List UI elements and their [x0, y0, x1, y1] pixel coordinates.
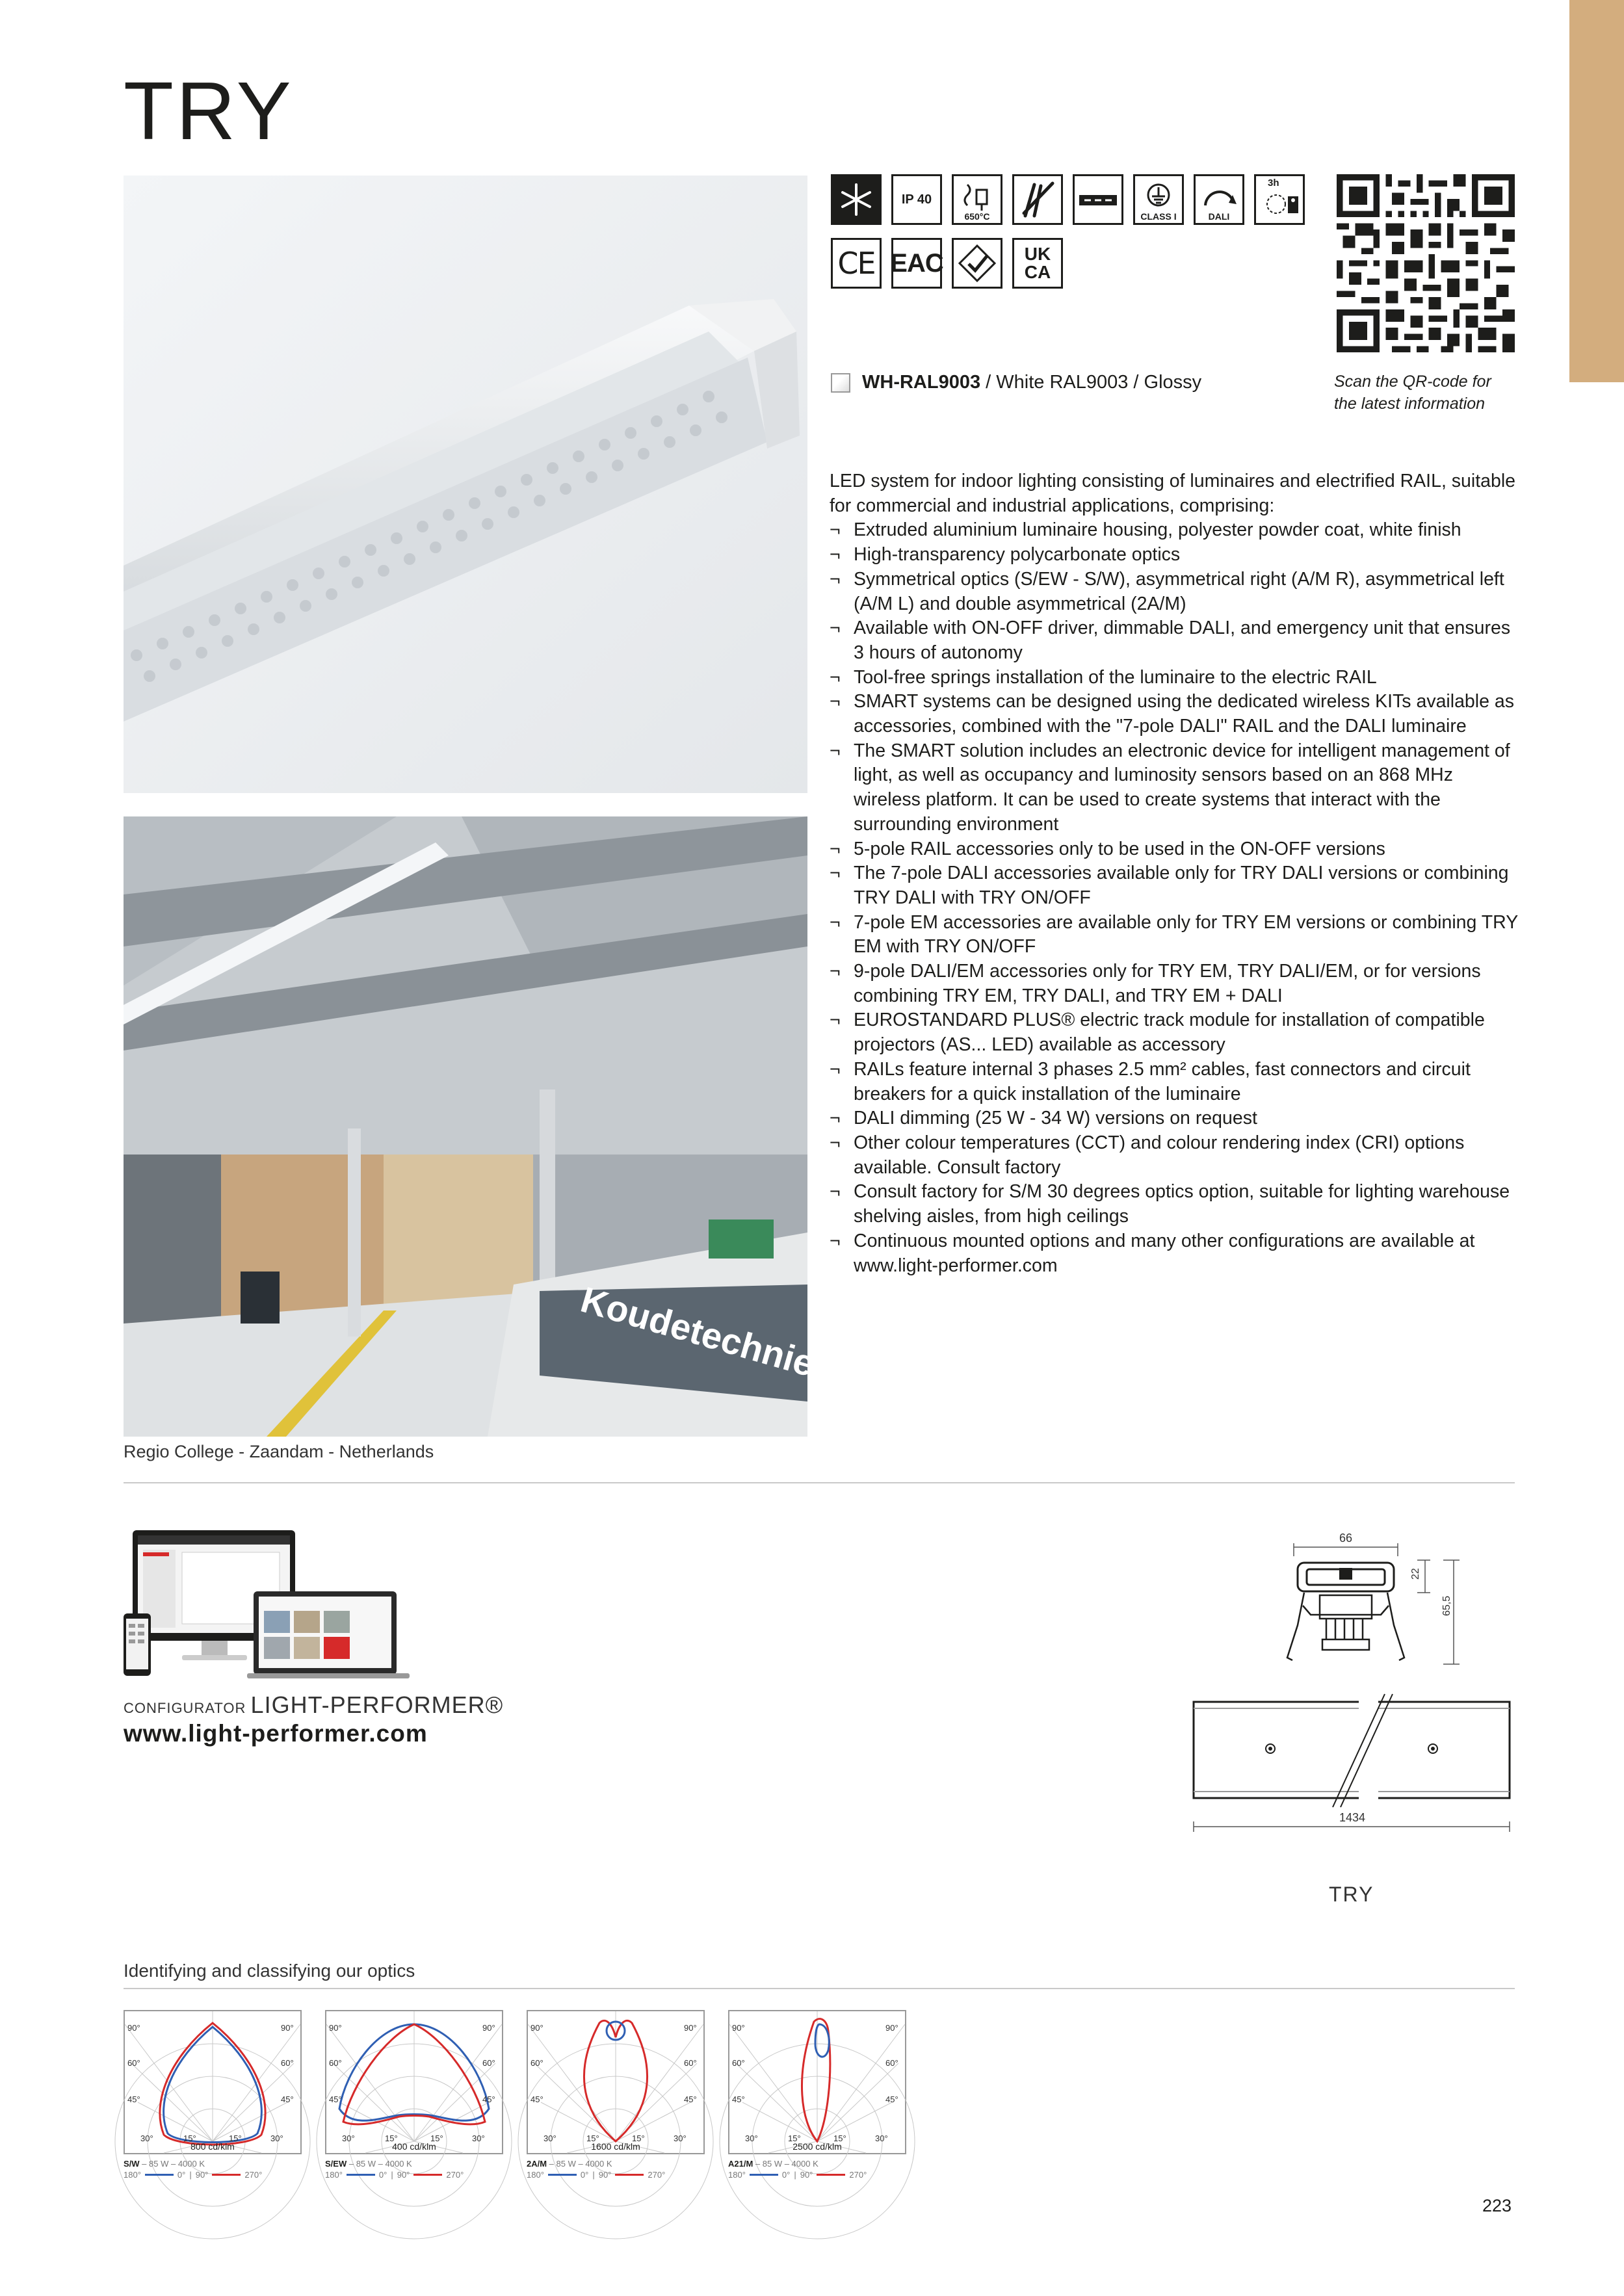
list-item: ¬ EUROSTANDARD PLUS® electric track module for installation of compatible projectors (AS... LED) available as accessory	[830, 1010, 1485, 1056]
emergency-3h-icon: 3h	[1254, 174, 1305, 225]
svg-text:45°: 45°	[530, 2094, 544, 2104]
list-item: ¬ 9-pole DALI/EM accessories only for TRY EM, TRY DALI/EM, or for versions combining TRY EM, TRY DALI, and TRY EM + DALI	[830, 961, 1481, 1006]
svg-text:90°: 90°	[530, 2023, 544, 2033]
svg-text:15°: 15°	[833, 2133, 846, 2143]
svg-text:60°: 60°	[684, 2058, 697, 2068]
list-item: ¬ Symmetrical optics (S/EW - S/W), asymmetrical right (A/M R), asymmetrical left (A/M L) and double asymmetrical (2A/M)	[830, 568, 1504, 614]
finish-swatch	[831, 373, 850, 393]
svg-text:90°: 90°	[684, 2023, 697, 2033]
product-description	[830, 469, 1521, 1278]
svg-text:45°: 45°	[329, 2094, 342, 2104]
svg-text:45°: 45°	[885, 2094, 898, 2104]
list-item: ¬ The 7-pole DALI accessories available only for TRY DALI versions or combining TRY DALI with TRY ON/OFF	[830, 863, 1509, 908]
svg-text:15°: 15°	[632, 2133, 645, 2143]
svg-text:15°: 15°	[385, 2133, 398, 2143]
svg-text:30°: 30°	[472, 2133, 485, 2143]
finish-description: / White RAL9003 / Glossy	[980, 372, 1202, 393]
list-item: ¬ High-transparency polycarbonate optics	[830, 544, 1181, 566]
list-item: ¬ DALI dimming (25 W - 34 W) versions on request	[830, 1108, 1257, 1129]
list-item: ¬ 5-pole RAIL accessories only to be used in the ON-OFF versions	[830, 838, 1385, 859]
finish-option	[831, 372, 1201, 393]
ip-rating-icon: IP 40	[891, 174, 942, 225]
banner-text: Koudetechniek!	[576, 1278, 850, 1394]
section-tab	[1569, 0, 1624, 382]
list-item: ¬ Consult factory for S/M 30 degrees optics option, suitable for lighting warehouse shelving aisles, from high ceilings	[830, 1181, 1510, 1227]
svg-text:30°: 30°	[544, 2133, 557, 2143]
svg-text:45°: 45°	[482, 2094, 495, 2104]
svg-text:30°: 30°	[270, 2133, 283, 2143]
finish-code: WH-RAL9003	[862, 372, 981, 393]
section-divider	[124, 1482, 1515, 1483]
list-item: ¬ Available with ON-OFF driver, dimmable DALI, and emergency unit that ensures 3 hours of autonomy	[830, 618, 1511, 663]
svg-text:60°: 60°	[530, 2058, 544, 2068]
svg-text:60°: 60°	[885, 2058, 898, 2068]
page-number: 223	[1482, 2196, 1512, 2215]
configurator-label	[124, 1691, 503, 1719]
led-icon	[831, 174, 882, 225]
list-item: ¬ Other colour temperatures (CCT) and colour rendering index (CRI) options available. Consult factory	[830, 1132, 1465, 1178]
configurator-devices-image[interactable]	[124, 1526, 416, 1680]
svg-text:15°: 15°	[788, 2133, 801, 2143]
width-dimension: 66	[1339, 1532, 1353, 1545]
photometric-diagram-2am	[527, 2010, 705, 2154]
configurator-prefix: CONFIGURATOR	[124, 1700, 246, 1716]
optic-caption: 2A/M – 85 W – 4000 K 180° 0° | 90° 270°	[527, 2159, 666, 2180]
photo-caption: Regio College - Zaandam - Netherlands	[124, 1442, 434, 1461]
optic-caption: S/W – 85 W – 4000 K 180° 0° | 90° 270°	[124, 2159, 263, 2180]
optics-divider	[124, 1988, 1515, 1989]
svg-text:15°: 15°	[430, 2133, 443, 2143]
configurator-brand: LIGHT-PERFORMER®	[250, 1691, 504, 1718]
product-photo	[124, 176, 807, 793]
svg-text:15°: 15°	[229, 2133, 242, 2143]
svg-text:30°: 30°	[674, 2133, 687, 2143]
qr-caption-line1: Scan the QR-code for	[1334, 372, 1491, 391]
list-item: ¬ 7-pole EM accessories are available only for TRY EM versions or combining TRY EM with TRY ON/OFF	[830, 911, 1518, 958]
svg-text:90°: 90°	[732, 2023, 745, 2033]
svg-text:45°: 45°	[684, 2094, 697, 2104]
list-item: ¬ Continuous mounted options and many other configurations are available at www.light-performer.com	[830, 1230, 1475, 1276]
svg-text:90°: 90°	[885, 2023, 898, 2033]
svg-text:15°: 15°	[586, 2133, 599, 2143]
eac-mark-icon: EAC	[891, 238, 942, 289]
tool-free-icon	[1012, 174, 1063, 225]
svg-text:30°: 30°	[342, 2133, 355, 2143]
description-intro: LED system for indoor lighting consisting of luminaires and electrified RAIL, suitable for commercial and industrial applications, comprising:	[830, 471, 1516, 516]
installation-photo	[124, 816, 850, 1437]
ukca-mark-icon: UK CA	[1012, 238, 1063, 289]
qr-code[interactable]	[1337, 174, 1515, 352]
qr-caption-line2: the latest information	[1334, 395, 1486, 413]
svg-text:60°: 60°	[281, 2058, 294, 2068]
through-wiring-icon	[1073, 174, 1123, 225]
list-item: ¬ SMART systems can be designed using the dedicated wireless KITs available as accessories, combined with the "7-pole DALI" RAIL and the DALI luminaire	[830, 691, 1514, 737]
scale-label: 400 cd/klm	[392, 2141, 436, 2152]
list-item: ¬ RAILs feature internal 3 phases 2.5 mm² cables, fast connectors and circuit breakers for a quick installation of the luminaire	[830, 1058, 1471, 1104]
svg-text:45°: 45°	[732, 2094, 745, 2104]
scale-label: 2500 cd/klm	[792, 2141, 842, 2152]
svg-text:90°: 90°	[329, 2023, 342, 2033]
svg-text:45°: 45°	[127, 2094, 140, 2104]
svg-text:90°: 90°	[482, 2023, 495, 2033]
class-i-icon: CLASS I	[1133, 174, 1184, 225]
svg-text:15°: 15°	[183, 2133, 196, 2143]
svg-text:30°: 30°	[745, 2133, 758, 2143]
svg-text:60°: 60°	[732, 2058, 745, 2068]
page-title: TRY	[124, 65, 294, 157]
ce-mark-icon: CE	[831, 238, 882, 289]
feature-list	[830, 518, 1521, 1278]
scale-label: 800 cd/klm	[190, 2141, 235, 2152]
height-dimension: 65,5	[1441, 1595, 1452, 1616]
svg-text:30°: 30°	[875, 2133, 888, 2143]
list-item: ¬ Extruded aluminium luminaire housing, polyester powder coat, white finish	[830, 519, 1461, 541]
rcm-mark-icon	[952, 238, 1002, 289]
optics-section-title: Identifying and classifying our optics	[124, 1961, 415, 1981]
optic-caption: S/EW – 85 W – 4000 K 180° 0° | 90° 270°	[325, 2159, 464, 2180]
optic-caption: A21/M – 85 W – 4000 K 180° 0° | 90° 270°	[728, 2159, 867, 2180]
technical-drawing	[1170, 1528, 1521, 1833]
svg-text:90°: 90°	[127, 2023, 140, 2033]
svg-text:30°: 30°	[140, 2133, 153, 2143]
technical-label: TRY	[1329, 1883, 1374, 1906]
photometric-diagram-a21m	[728, 2010, 906, 2154]
glow-wire-icon: 650°C	[952, 174, 1002, 225]
svg-text:90°: 90°	[281, 2023, 294, 2033]
svg-text:60°: 60°	[482, 2058, 495, 2068]
length-dimension: 1434	[1339, 1811, 1366, 1824]
svg-text:45°: 45°	[281, 2094, 294, 2104]
list-item: ¬ The SMART solution includes an electronic device for intelligent management of light, as well as occupancy and luminosity sensors based on an 868 MHz wireless platform. It can be used to create systems that interact with the surrounding environment	[830, 740, 1510, 835]
svg-text:60°: 60°	[127, 2058, 140, 2068]
configurator-link[interactable]: www.light-performer.com	[124, 1720, 428, 1747]
qr-caption	[1334, 371, 1529, 415]
small-height-dimension: 22	[1410, 1568, 1421, 1580]
svg-text:60°: 60°	[329, 2058, 342, 2068]
photometric-diagram-sew	[325, 2010, 503, 2154]
scale-label: 1600 cd/klm	[591, 2141, 640, 2152]
dali-icon: DALI	[1194, 174, 1244, 225]
photometric-diagram-sw	[124, 2010, 302, 2154]
list-item: ¬ Tool-free springs installation of the luminaire to the electric RAIL	[830, 666, 1377, 688]
